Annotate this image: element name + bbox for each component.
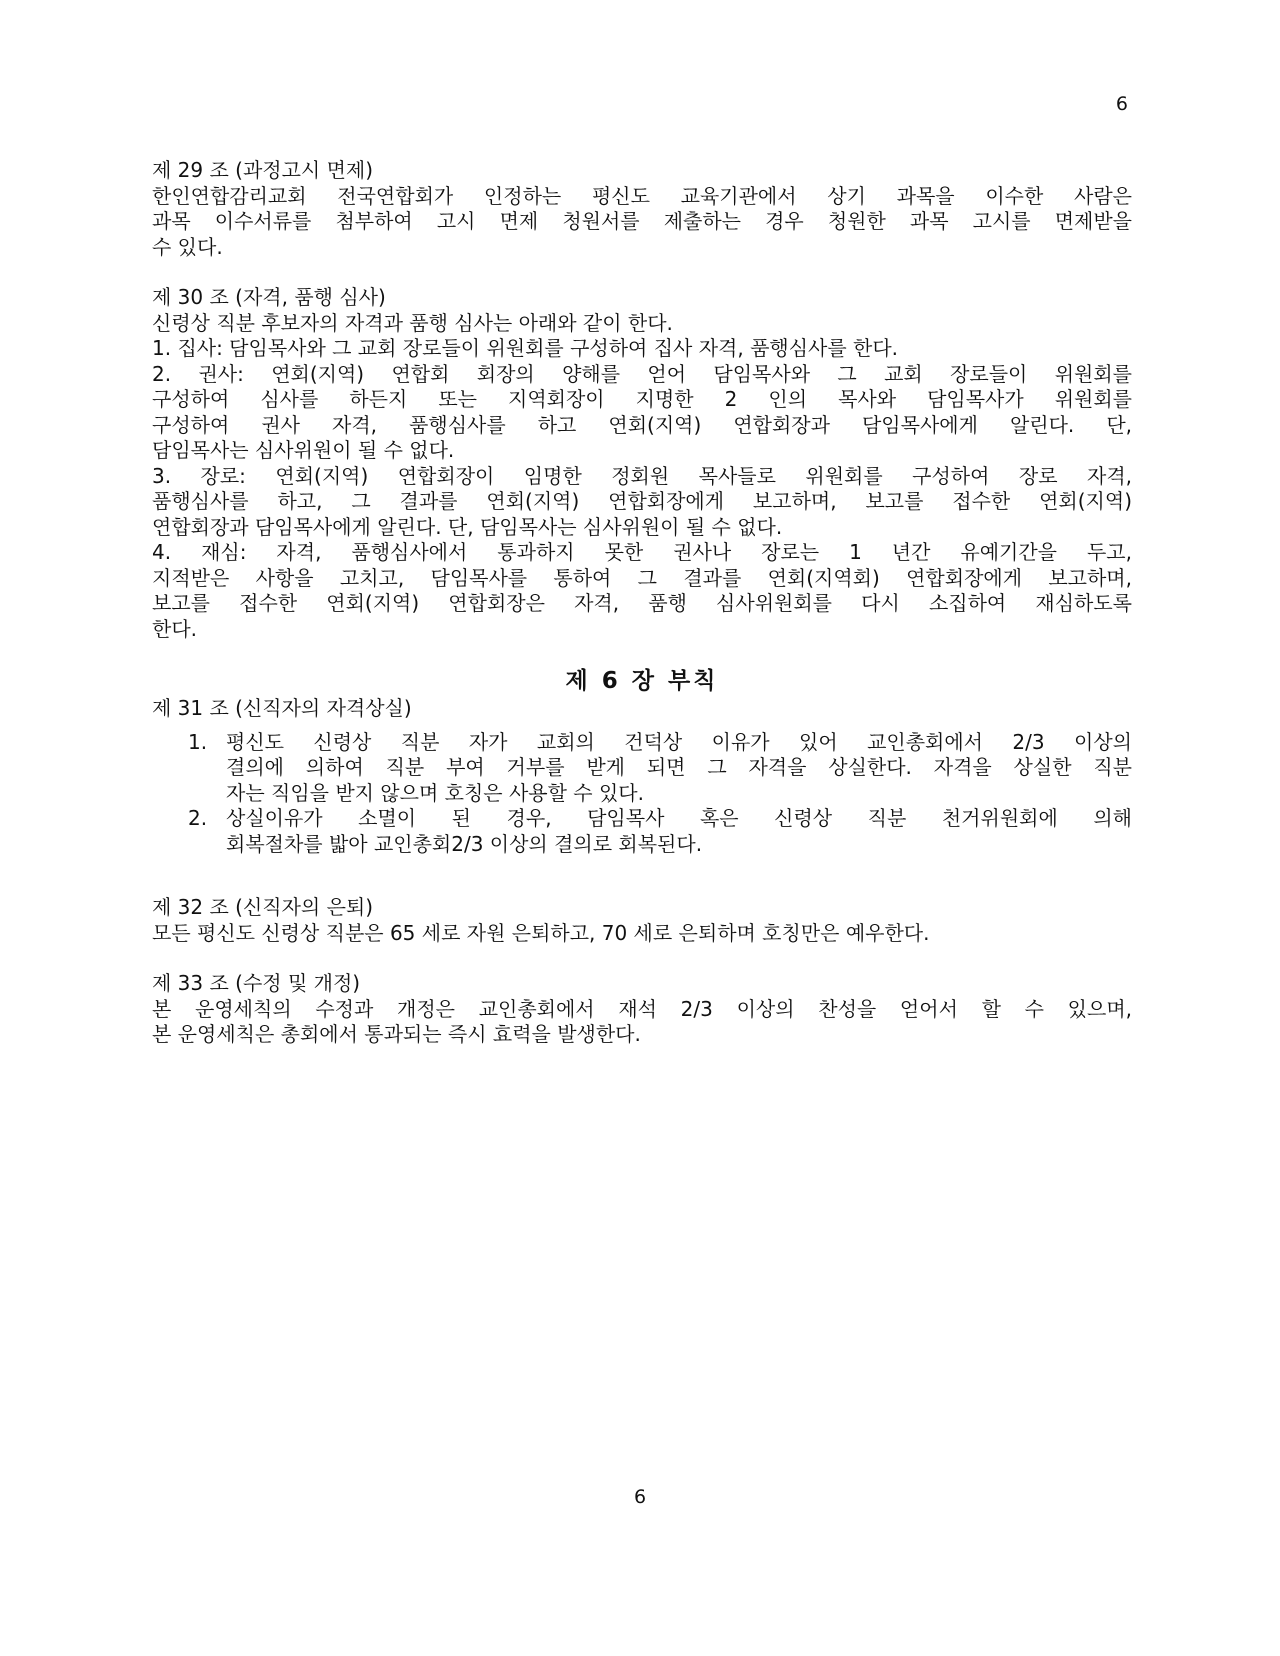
list-item-line: 상실이유가 소멸이 된 경우, 담임목사 혹은 신령상 직분 천거위원회에 의해 (226, 806, 1132, 830)
article-30-line: 구성하여 심사를 하든지 또는 지역회장이 지명한 2 인의 목사와 담임목사가 위원회를 (152, 387, 1132, 411)
article-32-heading: 제 32 조 (신직자의 은퇴) (152, 895, 374, 919)
article-30-line: 신령상 직분 후보자의 자격과 품행 심사는 아래와 같이 한다. (152, 310, 673, 335)
article-30-line: 담임목사는 심사위원이 될 수 없다. (152, 438, 455, 462)
list-item-line: 결의에 의하여 직분 부여 거부를 받게 되면 그 자격을 상실한다. 자격을 상실한 직분 (226, 755, 1132, 779)
article-29-heading: 제 29 조 (과정고시 면제) (152, 158, 374, 182)
page-number-bottom: 6 (633, 1486, 647, 1508)
article-30-line: 구성하여 권사 자격, 품행심사를 하고 연회(지역) 연합회장과 담임목사에게 알린다. 단, (152, 412, 1132, 437)
article-29-line: 수 있다. (152, 234, 223, 259)
list-item-number: 2. (188, 806, 208, 830)
article-33-line: 본 운영세칙은 총회에서 통과되는 즉시 효력을 발생한다. (152, 1022, 641, 1046)
article-30-line: 2. 권사: 연회(지역) 연합회 회장의 양해를 얻어 담임목사와 그 교회 장로들이 위원회를 (152, 361, 1132, 386)
article-30-line: 품행심사를 하고, 그 결과를 연회(지역) 연합회장에게 보고하며, 보고를 접수한 연회(지역) (152, 489, 1132, 513)
article-30-heading: 제 30 조 (자격, 품행 심사) (152, 285, 386, 309)
chapter-6-heading: 제 6 장 부칙 (565, 668, 719, 694)
list-item-line: 자는 직임을 받지 않으며 호칭은 사용할 수 있다. (226, 780, 644, 805)
article-30-line: 1. 집사: 담임목사와 그 교회 장로들이 위원회를 구성하여 집사 자격, 품행심사를 한다. (152, 336, 899, 360)
article-30-line: 지적받은 사항을 고치고, 담임목사를 통하여 그 결과를 연회(지역회) 연합회장에게 보고하며, (152, 565, 1132, 590)
list-item (152, 806, 1132, 857)
article-33-line: 본 운영세칙의 수정과 개정은 교인총회에서 재석 2/3 이상의 찬성을 얻어서 할 수 있으며, (152, 996, 1132, 1021)
spacer (152, 857, 1132, 895)
article-31 (152, 696, 1132, 857)
article-31-list (152, 730, 1132, 858)
article-29-line: 한인연합감리교회 전국연합회가 인정하는 평신도 교육기관에서 상기 과목을 이수한 사람은 (152, 183, 1132, 208)
article-32 (152, 895, 1132, 946)
article-30-line: 3. 장로: 연회(지역) 연합회장이 임명한 정회원 목사들로 위원회를 구성하여 장로 자격, (152, 463, 1132, 488)
list-item-line: 평신도 신령상 직분 자가 교회의 건덕상 이유가 있어 교인총회에서 2/3 이상의 (226, 729, 1132, 754)
list-item-line: 회복절차를 밟아 교인총회2/3 이상의 결의로 회복된다. (226, 831, 703, 856)
article-33-heading: 제 33 조 (수정 및 개정) (152, 971, 361, 995)
article-29-line: 과목 이수서류를 첨부하여 고시 면제 청원서를 제출하는 경우 청원한 과목 고시를 면제받을 (152, 209, 1132, 233)
page-number-top: 6 (1115, 93, 1128, 115)
article-30-line: 연합회장과 담임목사에게 알린다. 단, 담임목사는 심사위원이 될 수 없다. (152, 514, 783, 539)
list-item-number: 1. (188, 729, 208, 754)
article-32-line: 모든 평신도 신령상 직분은 65 세로 자원 은퇴하고, 70 세로 은퇴하며 호칭만은 예우한다. (152, 920, 930, 945)
article-30-line: 한다. (152, 616, 197, 641)
list-item (152, 730, 1132, 807)
article-31-heading: 제 31 조 (신직자의 자격상실) (152, 696, 412, 720)
article-30-line: 보고를 접수한 연회(지역) 연합회장은 자격, 품행 심사위원회를 다시 소집하여 재심하도록 (152, 591, 1132, 615)
article-30-line: 4. 재심: 자격, 품행심사에서 통과하지 못한 권사나 장로는 1 년간 유예기간을 두고, (152, 540, 1132, 564)
article-33 (152, 971, 1132, 1048)
article-29 (152, 158, 1132, 260)
article-30 (152, 285, 1132, 642)
document-body (152, 158, 1132, 1048)
